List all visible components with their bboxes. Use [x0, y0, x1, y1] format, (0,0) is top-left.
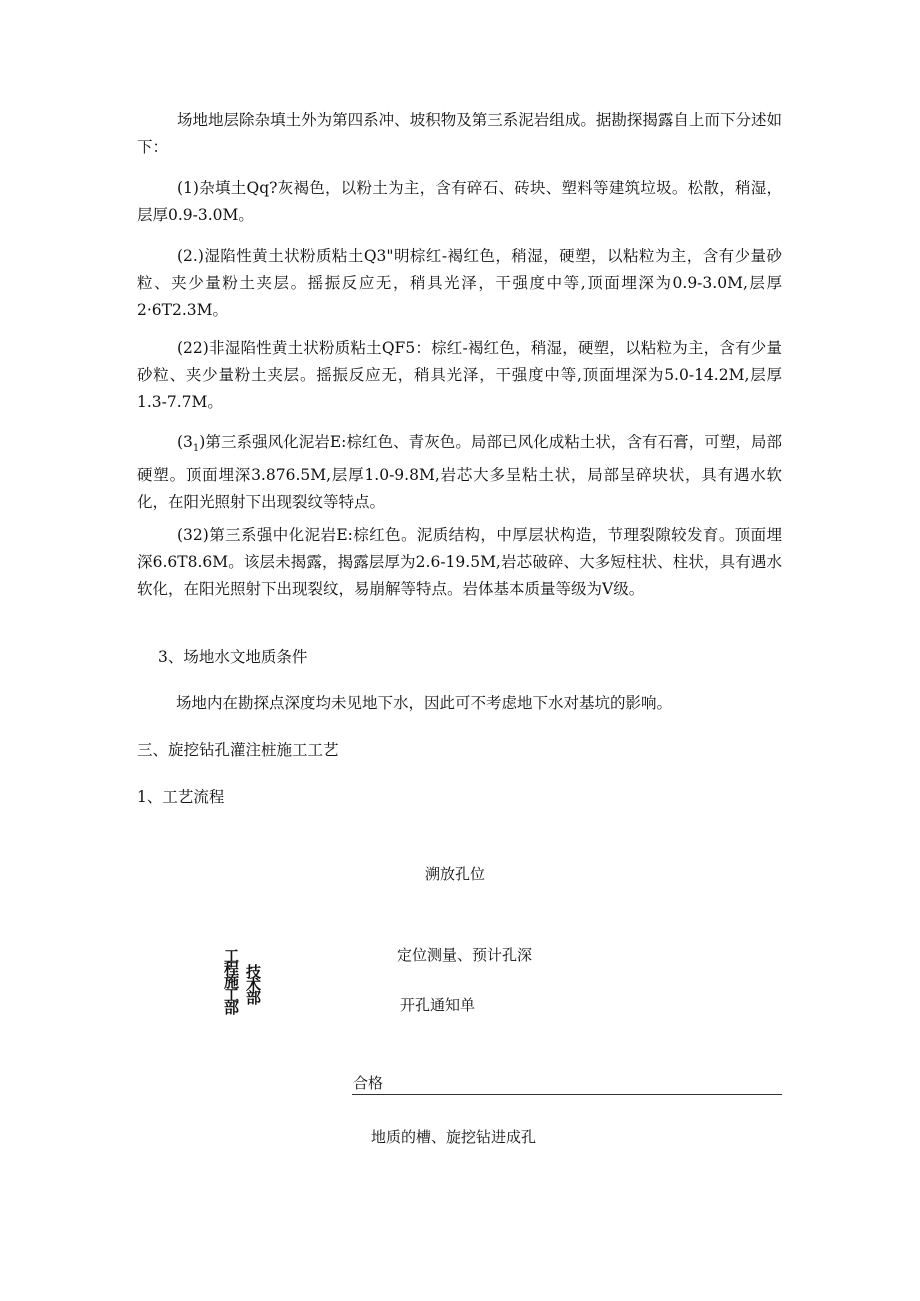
heading-process-flow: 1、工艺流程 [137, 788, 225, 806]
paragraph-text: (32)第三系强中化泥岩E:棕红色。泥质结构，中厚层状构造，节理裂隙较发育。顶面埋深6.6T8.6M。该层未揭露，揭露层厚为2.6-19.5M,岩芯破碎、大多短柱状、柱状，具有遇水软化，在阳光照射下出现裂纹，易崩解等特点。岩体基本质量等级为V级。 [137, 526, 782, 598]
flow-step-notice: 开孔通知单 [400, 996, 476, 1014]
flow-step-layout-hole: 溯放孔位 [425, 865, 486, 883]
heading-section-three: 三、旋挖钻孔灌注桩施工工艺 [137, 741, 339, 759]
paragraph-fill-soil [137, 175, 782, 229]
paragraph-text: (22)非湿陷性黄土状粉质粘土QF5：棕红-褐红色，稍湿，硬塑，以粘粒为主，含有少量砂粒、夹少量粉土夹层。摇振反应无，稍具光泽，干强度中等,顶面埋深为5.0-14.2M,层厚1.3-7.7M。 [137, 339, 782, 411]
flow-side-construction-dept: 工程施工部 [224, 947, 240, 1017]
flow-step-qualified: 合格 [353, 1074, 384, 1092]
flow-step-survey-depth: 定位测量、预计孔深 [397, 946, 533, 964]
heading-hydrogeology: 3、场地水文地质条件 [158, 648, 308, 666]
paragraph-text-prefix: (3 [177, 433, 193, 451]
flow-step-drilling: 地质的槽、旋挖钻进成孔 [371, 1128, 537, 1146]
paragraph-noncollapsible-loess [137, 335, 782, 416]
paragraph-moderate-mudstone [137, 522, 782, 603]
paragraph-strata-intro [137, 107, 782, 161]
flow-divider-line [352, 1094, 782, 1095]
paragraph-weathered-mudstone [137, 429, 782, 516]
paragraph-collapsible-loess [137, 243, 782, 324]
paragraph-text: 场地地层除杂填土外为第四系冲、坡积物及第三系泥岩组成。据勘探揭露自上而下分述如下： [137, 111, 782, 156]
paragraph-text: (2.)湿陷性黄土状粉质粘土Q3"明棕红-褐红色，稍湿，硬塑，以粘粒为主，含有少量砂粒、夹少量粉土夹层。摇振反应无，稍具光泽，干强度中等,顶面埋深为0.9-3.0M,层厚2·6T2.3M。 [137, 247, 782, 319]
paragraph-text: )第三系强风化泥岩E:棕红色、青灰色。局部已风化成粘土状，含有石膏，可塑，局部硬塑。顶面埋深3.876.5M,层厚1.0-9.8M,岩芯大多呈粘土状，局部呈碎块状，具有遇水软化，在阳光照射下出现裂纹等特点。 [137, 433, 782, 512]
paragraph-groundwater: 场地内在勘探点深度均未见地下水，因此可不考虑地下水对基坑的影响。 [176, 694, 673, 712]
flow-side-technical-dept: 技术部 [246, 963, 262, 1007]
paragraph-subscript: 1 [192, 443, 200, 455]
paragraph-text: (1)杂填土Qq?灰褐色，以粉土为主，含有碎石、砖块、塑料等建筑垃圾。松散，稍湿，层厚0.9-3.0M。 [137, 179, 782, 224]
